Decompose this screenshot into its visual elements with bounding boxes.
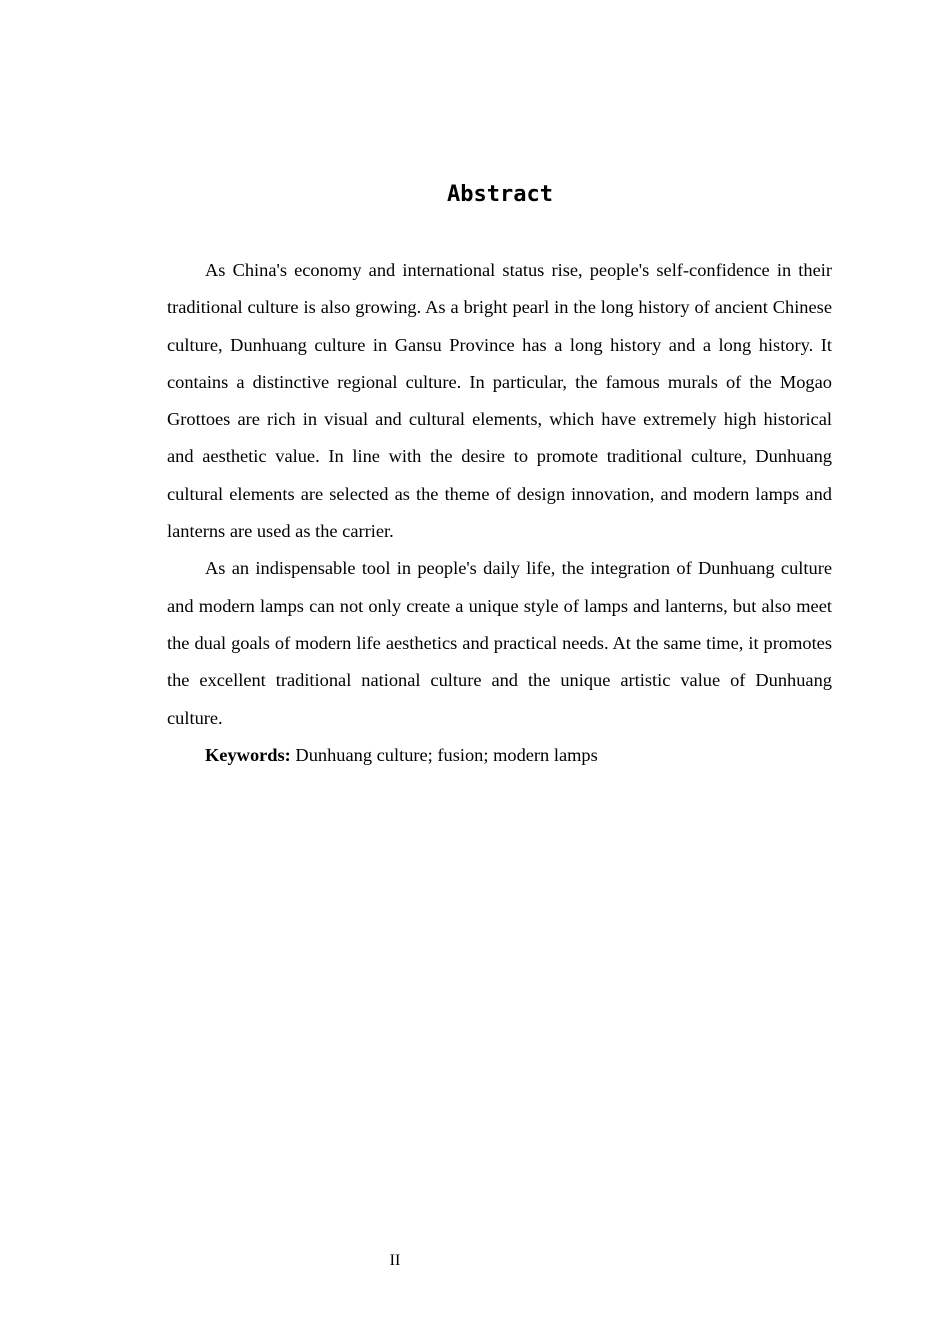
keywords-line — [167, 737, 832, 773]
keywords-label: Keywords: — [205, 744, 291, 765]
page-title: Abstract — [447, 182, 553, 207]
abstract-paragraph-2: As an indispensable tool in people's daily life, the integration of Dunhuang culture and modern lamps can not only create a unique style of lamps and lanterns, but also meet the dual goals of modern life aesthetics and practical needs. At the same time, it promotes the excellent traditional national culture and the unique artistic value of Dunhuang culture. — [167, 558, 832, 728]
keywords-value: Dunhuang culture; fusion; modern lamps — [290, 744, 598, 765]
abstract-body — [167, 252, 832, 773]
page-number: II — [389, 1252, 401, 1269]
abstract-paragraph-1: As China's economy and international status rise, people's self-confidence in their traditional culture is also growing. As a bright pearl in the long history of ancient Chinese culture, Dunhuang culture in Gansu Province has a long history and a long history. It contains a distinctive regional culture. In particular, the famous murals of the Mogao Grottoes are rich in visual and cultural elements, which have extremely high historical and aesthetic value. In line with the desire to promote traditional culture, Dunhuang cultural elements are selected as the theme of design innovation, and modern lamps and lanterns are used as the carrier. — [167, 260, 832, 542]
